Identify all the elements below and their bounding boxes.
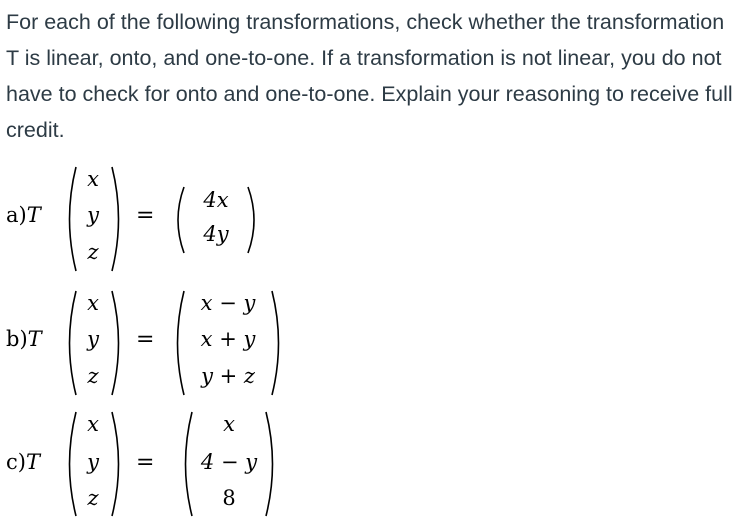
transformation-symbol: T: [27, 327, 42, 351]
equals-sign: =: [136, 327, 155, 352]
input-vector-entry: y: [87, 203, 99, 227]
left-paren-icon: [170, 185, 186, 255]
output-vector-entry: x − y: [200, 291, 256, 315]
output-vector-entry: x + y: [200, 327, 256, 351]
instructions-text: For each of the following transformations, check whether the transformation T is linear, onto, and one-to-one. If a transformation is not linear, you do not have to check for onto and one-to-one. Explain your reasoning to receive full credit.: [6, 10, 733, 142]
left-paren-icon: [62, 165, 78, 273]
input-vector-entry: y: [87, 327, 99, 351]
output-vector-entry: 8: [222, 486, 236, 510]
problem-a: [6, 163, 306, 273]
right-paren-icon: [110, 289, 126, 397]
problem-b: [6, 287, 306, 397]
problem-c: [6, 408, 306, 518]
output-vector-entry: 4 − y: [200, 450, 258, 474]
problem-label: a): [6, 203, 27, 227]
input-vector-entry: z: [87, 240, 99, 264]
equals-sign: =: [136, 203, 155, 228]
right-paren-icon: [110, 165, 126, 273]
problem-label: c): [6, 450, 26, 474]
transformation-symbol: T: [26, 203, 41, 227]
output-vector-entry: 4x: [203, 188, 229, 212]
output-vector-entry: y + z: [201, 364, 255, 388]
input-vector-entry: z: [87, 486, 99, 510]
right-paren-icon: [246, 185, 262, 255]
problem-label: b): [6, 327, 28, 351]
left-paren-icon: [170, 289, 186, 397]
right-paren-icon: [270, 289, 286, 397]
input-vector-entry: y: [87, 450, 99, 474]
right-paren-icon: [110, 410, 126, 518]
left-paren-icon: [62, 289, 78, 397]
input-vector-entry: x: [87, 167, 99, 191]
right-paren-icon: [264, 410, 280, 518]
left-paren-icon: [62, 410, 78, 518]
input-vector-entry: z: [87, 364, 99, 388]
equals-sign: =: [136, 450, 155, 475]
input-vector-entry: x: [87, 412, 99, 436]
transformation-symbol: T: [25, 450, 40, 474]
left-paren-icon: [178, 410, 194, 518]
input-vector-entry: x: [87, 291, 99, 315]
output-vector-entry: x: [223, 412, 235, 436]
output-vector-entry: 4y: [203, 222, 229, 246]
